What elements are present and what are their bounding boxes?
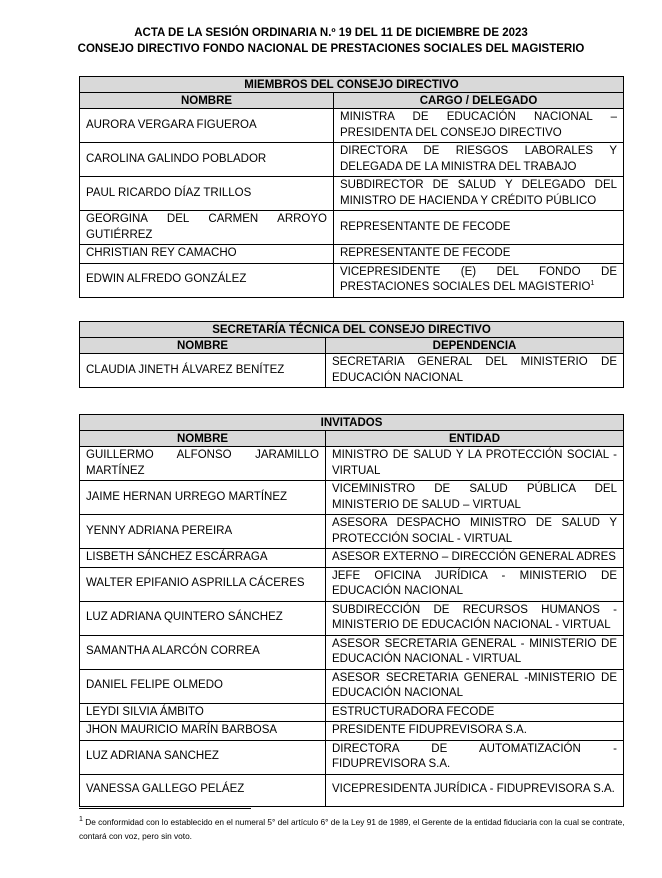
person-name: GEORGINA DEL CARMEN ARROYO GUTIÉRREZ — [80, 211, 334, 245]
role-cell — [326, 740, 624, 774]
person-name: LEYDI SILVIA ÁMBITO — [80, 703, 326, 722]
table-row — [80, 740, 624, 774]
person-name: CHRISTIAN REY CAMACHO — [80, 245, 334, 264]
footnote-mark: 1 — [79, 816, 83, 824]
person-role: JEFE OFICINA JURÍDICA - MINISTERIO DE EDUCACIÓN NACIONAL — [332, 569, 618, 597]
footnote-ref: 1 — [590, 280, 595, 288]
person-role: VICEPRESIDENTE (E) DEL FONDO DE PRESTACIONES SOCIALES DEL MAGISTERIO — [340, 265, 618, 293]
invitados-table-title: INVITADOS — [80, 415, 624, 431]
table-row — [80, 722, 624, 741]
person-role: REPRESENTANTE DE FECODE — [340, 247, 511, 259]
table-row — [80, 177, 624, 211]
person-name: DANIEL FELIPE OLMEDO — [80, 669, 326, 703]
role-cell — [326, 567, 624, 601]
person-role: SECRETARIA GENERAL DEL MINISTERIO DE EDUCACIÓN NACIONAL — [332, 356, 617, 384]
role-cell — [326, 601, 624, 635]
person-role: VICEMINISTRO DE SALUD PÚBLICA DEL MINISTERIO DE SALUD – VIRTUAL — [332, 483, 618, 511]
role-cell — [334, 245, 624, 264]
table-row — [80, 263, 624, 297]
table-row — [80, 211, 624, 245]
role-cell — [326, 447, 624, 481]
role-cell — [326, 354, 624, 388]
role-cell — [326, 669, 624, 703]
secretaria-header-col1: NOMBRE — [80, 338, 326, 354]
person-role: MINISTRA DE EDUCACIÓN NACIONAL – PRESIDENTA DEL CONSEJO DIRECTIVO — [340, 111, 618, 139]
person-role: ASESOR EXTERNO – DIRECCIÓN GENERAL ADRES — [332, 551, 616, 563]
table-row — [80, 601, 624, 635]
person-role: ASESOR SECRETARIA GENERAL -MINISTERIO DE EDUCACIÓN NACIONAL — [332, 671, 618, 699]
person-name: VANESSA GALLEGO PELÁEZ — [80, 774, 326, 806]
person-name: EDWIN ALFREDO GONZÁLEZ — [80, 263, 334, 297]
secretaria-table-title: SECRETARÍA TÉCNICA DEL CONSEJO DIRECTIVO — [80, 322, 624, 338]
table-row — [80, 703, 624, 722]
secretariat-table — [79, 321, 624, 388]
person-role: SUBDIRECTOR DE SALUD Y DELEGADO DEL MINISTRO DE HACIENDA Y CRÉDITO PÚBLICO — [340, 179, 618, 207]
miembros-header-col2: CARGO / DELEGADO — [334, 93, 624, 109]
person-role: DIRECTORA DE RIESGOS LABORALES Y DELEGADA DE LA MINISTRA DEL TRABAJO — [340, 145, 618, 173]
person-role: DIRECTORA DE AUTOMATIZACIÓN - FIDUPREVISORA S.A. — [332, 742, 618, 770]
role-cell — [326, 549, 624, 568]
role-cell — [326, 703, 624, 722]
table-row — [80, 774, 624, 806]
person-name: CAROLINA GALINDO POBLADOR — [80, 143, 334, 177]
table-row — [80, 669, 624, 703]
person-name: WALTER EPIFANIO ASPRILLA CÁCERES — [80, 567, 326, 601]
person-name: CLAUDIA JINETH ÁLVAREZ BENÍTEZ — [80, 354, 326, 388]
person-role: ASESORA DESPACHO MINISTRO DE SALUD Y PROTECCIÓN SOCIAL - VIRTUAL — [332, 517, 618, 545]
footnote — [79, 815, 627, 843]
person-role: MINISTRO DE SALUD Y LA PROTECCIÓN SOCIAL - VIRTUAL — [332, 449, 618, 477]
role-cell — [326, 635, 624, 669]
person-name: JHON MAURICIO MARÍN BARBOSA — [80, 722, 326, 741]
person-name: GUILLERMO ALFONSO JARAMILLO MARTÍNEZ — [80, 447, 326, 481]
person-name: AURORA VERGARA FIGUEROA — [80, 109, 334, 143]
invitados-header-col2: ENTIDAD — [326, 431, 624, 447]
person-role: ASESOR SECRETARIA GENERAL - MINISTERIO DE EDUCACIÓN NACIONAL - VIRTUAL — [332, 637, 618, 665]
role-cell — [334, 211, 624, 245]
table-row — [80, 481, 624, 515]
footnote-separator — [79, 808, 251, 809]
person-role: REPRESENTANTE DE FECODE — [340, 220, 511, 233]
person-name: LUZ ADRIANA QUINTERO SÁNCHEZ — [80, 601, 326, 635]
miembros-header-col1: NOMBRE — [80, 93, 334, 109]
invitados-header-col1: NOMBRE — [80, 431, 326, 447]
table-row — [80, 245, 624, 264]
person-role: PRESIDENTE FIDUPREVISORA S.A. — [332, 724, 527, 736]
footnote-text: De conformidad con lo establecido en el numeral 5° del artículo 6° de la Ley 91 de 1989, el Gerente de la entidad fiduciaria con la cual se contrate, contará con voz, pero sin voto. — [79, 817, 625, 841]
table-row — [80, 567, 624, 601]
role-cell — [326, 515, 624, 549]
role-cell — [334, 109, 624, 143]
table-row — [80, 549, 624, 568]
document-title: ACTA DE LA SESIÓN ORDINARIA N.º 19 DEL 11 DE DICIEMBRE DE 2023 — [134, 27, 528, 39]
table-row — [80, 635, 624, 669]
role-cell — [334, 143, 624, 177]
person-name: LISBETH SÁNCHEZ ESCÁRRAGA — [80, 549, 326, 568]
person-name: LUZ ADRIANA SANCHEZ — [80, 740, 326, 774]
secretaria-header-col2: DEPENDENCIA — [326, 338, 624, 354]
table-row — [80, 447, 624, 481]
role-cell — [326, 774, 624, 806]
document-subtitle: CONSEJO DIRECTIVO FONDO NACIONAL DE PRESTACIONES SOCIALES DEL MAGISTERIO — [77, 43, 585, 55]
person-name: PAUL RICARDO DÍAZ TRILLOS — [80, 177, 334, 211]
table-row — [80, 515, 624, 549]
role-cell — [326, 722, 624, 741]
guests-table — [79, 414, 624, 807]
role-cell — [326, 481, 624, 515]
person-role: SUBDIRECCIÓN DE RECURSOS HUMANOS - MINISTERIO DE EDUCACIÓN NACIONAL - VIRTUAL — [332, 603, 618, 631]
miembros-table-title: MIEMBROS DEL CONSEJO DIRECTIVO — [80, 77, 624, 93]
person-name: SAMANTHA ALARCÓN CORREA — [80, 635, 326, 669]
person-name: JAIME HERNAN URREGO MARTÍNEZ — [80, 481, 326, 515]
table-row — [80, 354, 624, 388]
person-role: VICEPRESIDENTA JURÍDICA - FIDUPREVISORA S.A. — [332, 783, 615, 796]
table-row — [80, 143, 624, 177]
table-row — [80, 109, 624, 143]
person-role: ESTRUCTURADORA FECODE — [332, 705, 495, 718]
person-name: YENNY ADRIANA PEREIRA — [80, 515, 326, 549]
role-cell — [334, 263, 624, 297]
members-table — [79, 76, 624, 298]
role-cell — [334, 177, 624, 211]
